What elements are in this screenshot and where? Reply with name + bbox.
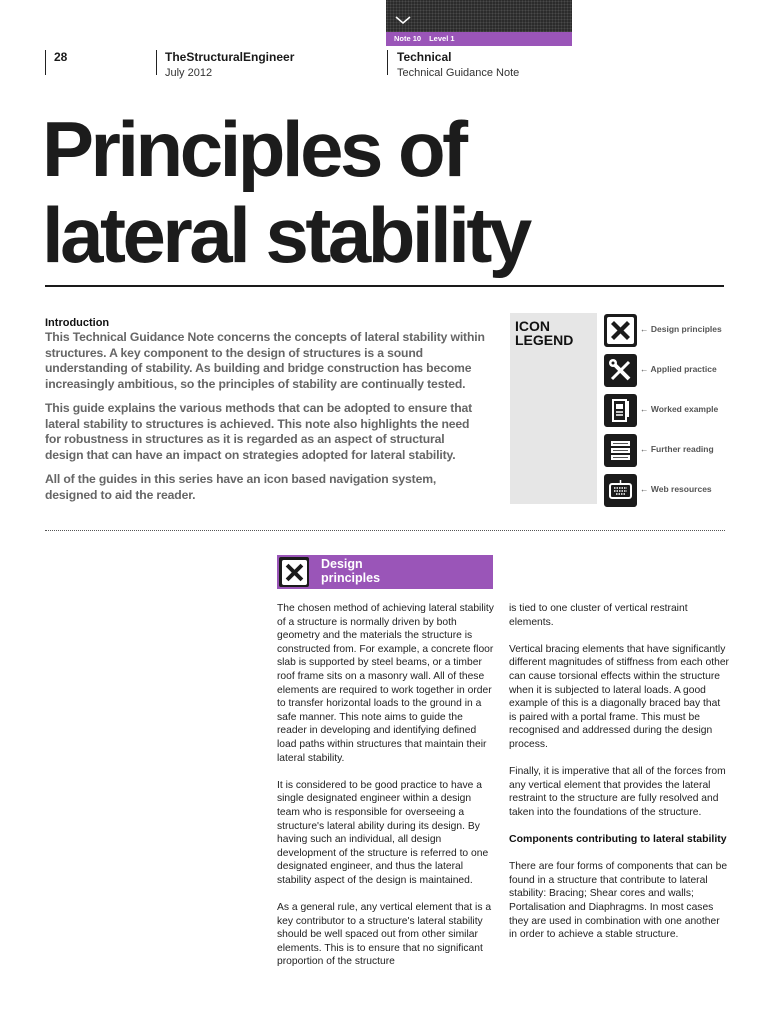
applied-practice-icon (604, 354, 637, 387)
tab-pattern (386, 0, 572, 32)
header-divider (156, 50, 157, 75)
legend-label: ← Web resources (640, 484, 712, 494)
design-principles-icon (279, 557, 309, 587)
note-number: Note 10 (394, 34, 422, 43)
body-paragraph: Vertical bracing elements that have significantly different magnitudes of stiffness from each other can cause torsional effects within the structure when it is subjected to lateral loads. A good example of this is a diagonally braced bay that is paired with a portal frame. This must be recognised and addressed during the design process. (509, 643, 729, 750)
page-title (42, 106, 742, 278)
note-tab (386, 0, 572, 46)
body-paragraph: is tied to one cluster of vertical restraint elements. (509, 603, 688, 628)
design-principles-icon (604, 314, 637, 347)
intro-heading: Introduction (45, 317, 110, 329)
chevron-down-icon (394, 12, 412, 26)
note-level-strip (386, 32, 572, 46)
worked-example-icon (604, 394, 637, 427)
intro-paragraph: All of the guides in this series have an icon based navigation system, designed to aid the reader. (45, 472, 437, 502)
title-rule (45, 285, 724, 287)
body-paragraph: The chosen method of achieving lateral stability of a structure is normally driven by both geometry and the materials the structure is constructed from. For example, a concrete floor slab is supported by steel beams, or a timber roof frame sits on a masonry wall. All of these elements are required to work together in order to transfer horizontal loads to the ground in a safe manner. This note aims to guide the reader in developing and identifying defined load paths within structures that maintain their lateral stability. (277, 603, 494, 764)
legend-title (515, 319, 573, 347)
legend-label: ← Design principles (640, 324, 722, 334)
body-paragraph: Finally, it is imperative that all of the forces from any vertical element that provides the lateral restraint to the structure are fully resolved and taken into the foundations of the structure. (509, 766, 726, 818)
body-paragraph: It is considered to be good practice to have a single designated engineer within a design team who is responsible for overseeing a structure's lateral ability during its design. By having such an individual, all design development of the structure is referred to one designated engineer, and thus the lateral stability aspect of the design is maintained. (277, 779, 489, 886)
title-line: Principles of (42, 105, 465, 193)
legend-label: ← Applied practice (640, 364, 717, 374)
body-paragraph: There are four forms of components that can be found in a structure that contribute to lateral stability: Bracing; Shear cores and walls; Portalisation and Diaphragms. In most cases they are used in combination with one another in order to achieve a stable structure. (509, 861, 728, 941)
introduction (45, 317, 485, 512)
legend-label: ← Further reading (640, 444, 714, 454)
section-divider (45, 530, 725, 531)
icon-legend (510, 313, 727, 504)
legend-title-line: ICON (515, 318, 550, 334)
section-banner (277, 555, 493, 589)
intro-paragraph: This Technical Guidance Note concerns the concepts of lateral stability within structures. A key component to the design of structures is a sound understanding of stability. As building and bridge construction has become increasingly ambitious, so the principles of stability are continually tested. (45, 330, 485, 391)
section-heading-line: Design (321, 557, 363, 571)
web-resources-icon (604, 474, 637, 507)
subheading: Components contributing to lateral stability (509, 833, 727, 846)
header-divider (45, 50, 46, 75)
section-subtitle: Technical Guidance Note (397, 67, 520, 79)
header-divider (387, 50, 388, 75)
body-paragraph: As a general rule, any vertical element that is a key contributor to a structure's lateral stability should be well spaced out from other similar elements. This is to ensure that no significant proportion of the structure (277, 902, 492, 968)
title-line: lateral stability (42, 191, 529, 279)
intro-paragraph: This guide explains the various methods that can be adopted to ensure that lateral stability to structures is achieved. This note also highlights the need for robustness in structures as it is regarded as an aspect of structural design that can have an impact on strategies adopted for lateral stability. (45, 401, 473, 462)
level-label: Level 1 (429, 34, 455, 43)
issue-date: July 2012 (165, 67, 213, 79)
section-heading-line: principles (321, 571, 381, 585)
publication-name: TheStructuralEngineer (165, 50, 295, 64)
legend-title-line: LEGEND (515, 332, 574, 348)
section-name: Technical (397, 50, 452, 64)
further-reading-icon (604, 434, 637, 467)
page-number: 28 (54, 50, 68, 64)
section-heading (321, 557, 380, 585)
body-column-right (509, 602, 729, 955)
legend-label: ← Worked example (640, 404, 719, 414)
body-column-left (277, 602, 495, 983)
